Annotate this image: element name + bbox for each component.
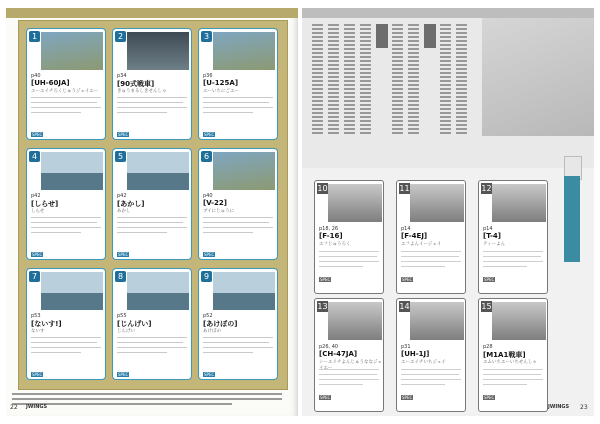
vertical-text-column	[312, 24, 323, 134]
text-line	[319, 379, 379, 380]
card-page-ref: p53	[31, 313, 41, 319]
card-title: [U-125A]	[203, 79, 239, 87]
card-photo	[127, 272, 189, 310]
card-reading: あけぼの	[203, 329, 221, 334]
card-page-ref: p52	[203, 313, 213, 319]
magazine-logo: JWINGS	[26, 404, 48, 410]
card-spec	[117, 121, 187, 137]
aircraft-card-7	[26, 268, 106, 380]
text-line	[401, 261, 461, 262]
text-line	[117, 102, 183, 103]
card-title: [M1A1戦車]	[483, 351, 526, 359]
card-photo	[410, 184, 464, 222]
text-line	[203, 102, 269, 103]
card-title: [T-4]	[483, 232, 501, 240]
spec-tag: SPEC	[32, 372, 43, 377]
spec-tag: SPEC	[118, 132, 129, 137]
text-line	[401, 384, 445, 385]
aircraft-card-2	[112, 28, 192, 140]
spec-tag: SPEC	[32, 132, 43, 137]
text-line	[483, 261, 543, 262]
text-line	[31, 352, 81, 353]
card-page-ref: p40	[31, 73, 41, 79]
vertical-text-column	[392, 24, 403, 134]
card-page-ref: p34	[117, 73, 127, 79]
card-reading: ブイにじゅうに	[203, 209, 235, 214]
card-title: [F-4EJ]	[401, 232, 428, 240]
card-reading: エフよんイージェイ	[401, 242, 442, 247]
footnote-line	[12, 398, 282, 400]
spec-tag: SPEC	[484, 277, 495, 282]
text-line	[401, 374, 459, 375]
card-title: [F-16]	[319, 232, 343, 240]
text-line	[483, 266, 527, 267]
text-line	[203, 347, 273, 348]
spec-tag: SPEC	[118, 252, 129, 257]
card-title: [しらせ]	[31, 200, 59, 208]
text-line	[203, 342, 269, 343]
section-heading	[376, 24, 388, 48]
text-line	[319, 266, 363, 267]
text-line	[31, 217, 101, 218]
card-photo	[41, 272, 103, 310]
text-line	[401, 369, 461, 370]
aircraft-card-11	[396, 180, 466, 294]
vertical-text-column	[328, 24, 339, 134]
spec-tag: SPEC	[32, 252, 43, 257]
aircraft-card-1	[26, 28, 106, 140]
text-line	[203, 232, 253, 233]
card-photo	[410, 302, 464, 340]
spec-tag: SPEC	[204, 132, 215, 137]
aircraft-card-8	[112, 268, 192, 380]
card-page-ref: p28	[483, 344, 493, 350]
card-number: 4	[29, 151, 40, 162]
text-line	[117, 107, 187, 108]
aircraft-card-4	[26, 148, 106, 260]
text-line	[31, 107, 101, 108]
card-photo	[328, 302, 382, 340]
page-number: 22	[10, 404, 18, 411]
vertical-text-column	[344, 24, 355, 134]
card-number: 6	[201, 151, 212, 162]
text-line	[117, 337, 187, 338]
text-line	[117, 342, 183, 343]
text-line	[117, 97, 187, 98]
side-title-bar	[564, 176, 580, 262]
spec-tag: SPEC	[320, 395, 331, 400]
card-reading: ユーいちにごエー	[203, 89, 239, 94]
text-line	[401, 251, 461, 252]
card-reading: シーエイチよんじゅうななジェ	[319, 360, 382, 365]
vertical-text-column	[440, 24, 451, 134]
text-line	[31, 102, 97, 103]
spec-tag: SPEC	[484, 395, 495, 400]
card-reading: あかし	[117, 209, 131, 214]
card-number: 13	[317, 302, 328, 311]
text-line	[401, 266, 445, 267]
card-title: [V-22]	[203, 199, 227, 207]
vertical-text-column	[456, 24, 467, 134]
card-title: [じんげい]	[117, 320, 152, 328]
card-page-ref: p40	[203, 193, 213, 199]
card-number: 10	[317, 184, 328, 193]
text-line	[117, 347, 187, 348]
text-line	[319, 369, 379, 370]
card-page-ref: p26, 40	[319, 344, 339, 350]
card-reading: きゅうまるしきせんしゃ	[117, 89, 167, 94]
card-reading: ユーエイチいちジェイ	[401, 360, 446, 365]
card-photo	[213, 272, 275, 310]
text-line	[117, 232, 167, 233]
card-photo	[127, 32, 189, 70]
card-title: [UH-60JA]	[31, 79, 70, 87]
aircraft-card-6	[198, 148, 278, 260]
spec-tag: SPEC	[320, 277, 331, 282]
text-line	[31, 112, 81, 113]
text-line	[203, 97, 273, 98]
footnote-block	[12, 390, 292, 408]
section-heading	[424, 24, 436, 48]
text-line	[203, 217, 273, 218]
card-photo	[492, 184, 546, 222]
left-page	[6, 8, 298, 416]
text-line	[319, 251, 379, 252]
card-number: 7	[29, 271, 40, 282]
card-number: 5	[115, 151, 126, 162]
vertical-text-column	[360, 24, 371, 134]
card-title: [UH-1J]	[401, 350, 430, 358]
text-line	[31, 342, 97, 343]
text-line	[401, 379, 461, 380]
card-number: 8	[115, 271, 126, 282]
text-line	[319, 256, 377, 257]
card-title: [CH-47JA]	[319, 350, 358, 358]
text-line	[203, 227, 273, 228]
card-photo	[213, 152, 275, 190]
aircraft-card-9	[198, 268, 278, 380]
page-number: 23	[580, 404, 588, 411]
text-line	[31, 227, 101, 228]
aircraft-card-15	[478, 298, 548, 412]
vertical-text-column	[408, 24, 419, 134]
text-line	[483, 374, 541, 375]
aircraft-card-5	[112, 148, 192, 260]
text-line	[117, 227, 187, 228]
text-line	[117, 112, 167, 113]
card-page-ref: p31	[401, 344, 411, 350]
spec-tag: SPEC	[402, 277, 413, 282]
card-spec	[31, 361, 101, 377]
text-line	[203, 337, 273, 338]
text-line	[319, 384, 363, 385]
card-page-ref: p42	[31, 193, 41, 199]
card-number: 15	[481, 302, 492, 311]
card-number: 9	[201, 271, 212, 282]
card-page-ref: p55	[117, 313, 127, 319]
card-spec	[31, 121, 101, 137]
text-line	[483, 384, 527, 385]
card-reading: エムいちエーいちせんしゃ	[483, 360, 537, 365]
text-line	[203, 107, 273, 108]
text-line	[31, 97, 101, 98]
aircraft-card-3	[198, 28, 278, 140]
card-photo	[41, 152, 103, 190]
text-line	[203, 222, 269, 223]
card-photo	[127, 152, 189, 190]
text-line	[483, 379, 543, 380]
spec-tag: SPEC	[204, 372, 215, 377]
card-title: [90式戦車]	[117, 80, 155, 88]
card-reading: エフじゅうろく	[319, 242, 351, 247]
text-line	[203, 352, 253, 353]
spec-tag: SPEC	[402, 395, 413, 400]
card-number: 1	[29, 31, 40, 42]
text-line	[319, 261, 379, 262]
card-photo	[213, 32, 275, 70]
card-spec	[117, 241, 187, 257]
card-reading: しらせ	[31, 209, 45, 214]
text-line	[117, 222, 183, 223]
card-number: 3	[201, 31, 212, 42]
card-page-ref: p36	[203, 73, 213, 79]
card-reading: ないす	[31, 329, 45, 334]
card-page-ref: p18, 26	[319, 226, 339, 232]
right-page	[302, 8, 594, 416]
text-line	[483, 251, 543, 252]
card-photo	[41, 32, 103, 70]
card-spec	[203, 361, 273, 377]
right-top-band	[302, 8, 594, 18]
header-photo	[482, 18, 594, 136]
card-number: 2	[115, 31, 126, 42]
card-title: [あけぼの]	[203, 320, 238, 328]
aircraft-card-12	[478, 180, 548, 294]
card-number: 14	[399, 302, 410, 311]
text-line	[319, 374, 377, 375]
text-line	[401, 256, 459, 257]
card-spec	[31, 241, 101, 257]
card-reading: じんげい	[117, 329, 135, 334]
card-spec	[203, 241, 273, 257]
card-page-ref: p42	[117, 193, 127, 199]
left-top-band	[6, 8, 298, 18]
text-line	[31, 347, 101, 348]
spec-tag: SPEC	[204, 252, 215, 257]
card-spec	[117, 361, 187, 377]
text-line	[31, 222, 97, 223]
card-photo	[328, 184, 382, 222]
text-line	[117, 352, 167, 353]
card-reading: ユーエイチろくじゅうジェイエー	[31, 89, 99, 94]
card-spec	[203, 121, 273, 137]
spec-tag: SPEC	[118, 372, 129, 377]
text-line	[31, 232, 81, 233]
text-line	[483, 256, 541, 257]
card-title: [あかし]	[117, 200, 145, 208]
card-photo	[492, 302, 546, 340]
text-line	[31, 337, 101, 338]
aircraft-card-13	[314, 298, 384, 412]
aircraft-card-14	[396, 298, 466, 412]
card-number: 11	[399, 184, 410, 193]
footnote-line	[12, 393, 282, 395]
aircraft-card-10	[314, 180, 384, 294]
magazine-logo: JWINGS	[548, 404, 570, 410]
card-page-ref: p14	[401, 226, 411, 232]
card-title: [ないす!]	[31, 320, 62, 328]
card-number: 12	[481, 184, 492, 193]
card-reading: ティーよん	[483, 242, 506, 247]
text-line	[483, 369, 543, 370]
text-line	[117, 217, 187, 218]
text-line	[203, 112, 253, 113]
card-page-ref: p14	[483, 226, 493, 232]
